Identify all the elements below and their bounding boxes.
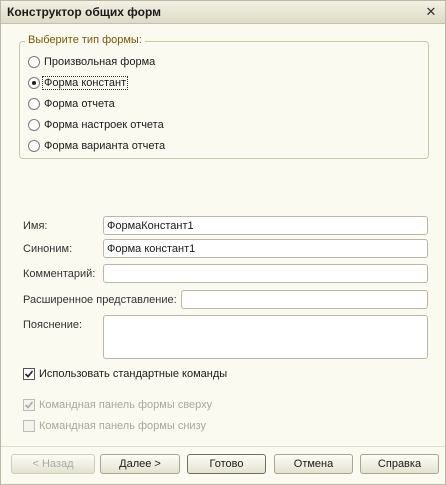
radio-report-settings-form[interactable] bbox=[28, 117, 165, 133]
radio-label: Форма констант bbox=[44, 77, 127, 89]
radio-label: Форма варианта отчета bbox=[44, 140, 166, 152]
checkbox-label: Командная панель формы сверху bbox=[39, 399, 213, 411]
radio-report-form[interactable] bbox=[28, 96, 116, 112]
radio-label: Форма настроек отчета bbox=[44, 119, 164, 131]
radio-button[interactable] bbox=[28, 140, 40, 152]
radio-button[interactable] bbox=[28, 119, 40, 131]
checkbox-label: Использовать стандартные команды bbox=[39, 368, 228, 380]
radio-button-selected[interactable] bbox=[28, 77, 40, 89]
synonym-input[interactable] bbox=[103, 239, 428, 258]
explanation-textarea[interactable] bbox=[103, 315, 428, 359]
radio-label: Форма отчета bbox=[44, 98, 115, 110]
extended-presentation-label: Расширенное представление: bbox=[23, 294, 177, 306]
radio-label: Произвольная форма bbox=[44, 56, 156, 68]
extended-presentation-input[interactable] bbox=[181, 290, 428, 309]
radio-button[interactable] bbox=[28, 98, 40, 110]
checkbox-label: Командная панель формы снизу bbox=[39, 420, 206, 432]
comment-input[interactable] bbox=[103, 264, 428, 283]
radio-report-variant-form[interactable] bbox=[28, 138, 166, 154]
checkmark-icon bbox=[24, 369, 34, 379]
checkbox[interactable] bbox=[23, 399, 35, 411]
form-type-legend: Выберите тип формы: bbox=[25, 34, 145, 46]
window-title: Конструктор общих форм bbox=[7, 5, 161, 19]
done-button[interactable]: Готово bbox=[187, 454, 266, 474]
command-panel-top-checkbox[interactable] bbox=[23, 399, 212, 411]
name-input[interactable] bbox=[103, 216, 428, 235]
use-standard-commands-checkbox[interactable] bbox=[23, 368, 227, 380]
comment-label: Комментарий: bbox=[23, 268, 96, 280]
radio-arbitrary-form[interactable] bbox=[28, 54, 156, 70]
cancel-button[interactable]: Отмена bbox=[274, 454, 353, 474]
close-icon[interactable]: ✕ bbox=[425, 4, 437, 20]
help-button[interactable]: Справка bbox=[360, 454, 439, 474]
title-bar bbox=[1, 1, 445, 24]
radio-button[interactable] bbox=[28, 56, 40, 68]
command-panel-bottom-checkbox[interactable] bbox=[23, 420, 206, 432]
next-button[interactable]: Далее > bbox=[100, 454, 180, 474]
checkbox[interactable] bbox=[23, 420, 35, 432]
name-label: Имя: bbox=[23, 220, 48, 232]
explanation-label: Пояснение: bbox=[23, 319, 83, 331]
synonym-label: Синоним: bbox=[23, 243, 73, 255]
form-type-group bbox=[19, 34, 429, 159]
checkbox[interactable] bbox=[23, 368, 35, 380]
button-bar-divider bbox=[1, 446, 445, 447]
checkmark-icon bbox=[24, 400, 34, 410]
radio-constants-form[interactable] bbox=[28, 75, 127, 91]
back-button[interactable]: < Назад bbox=[11, 454, 95, 474]
